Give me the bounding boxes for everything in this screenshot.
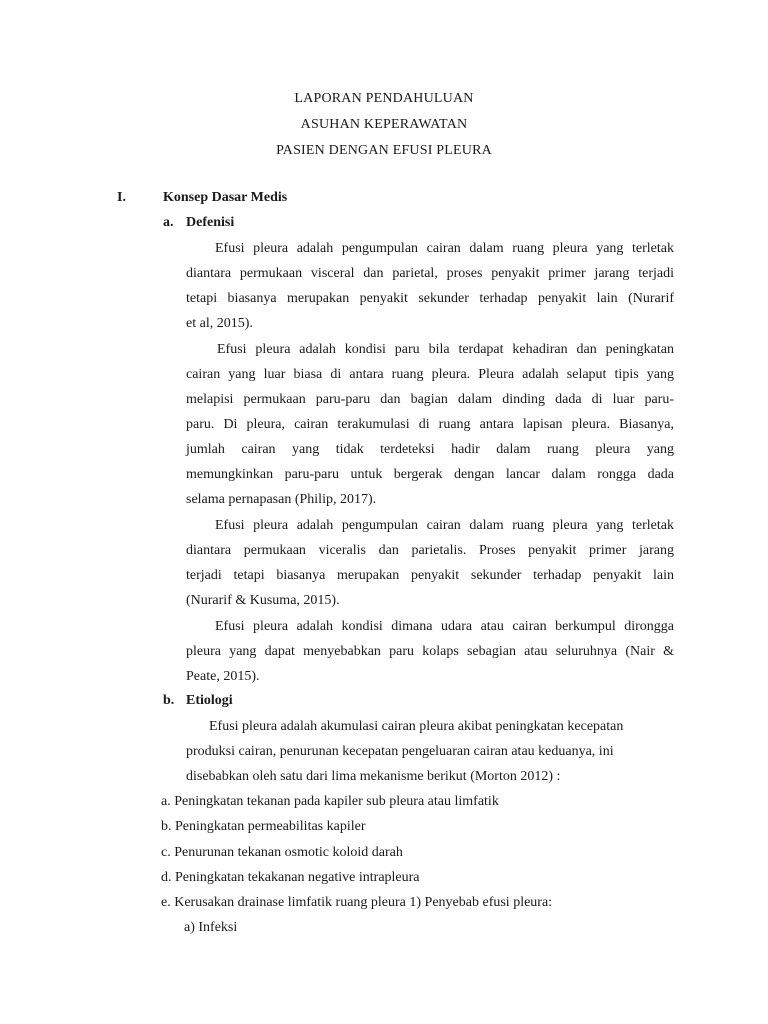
paragraph-line: Efusi pleura adalah pengumpulan cairan dalam ruang pleura yang terletak	[215, 241, 674, 256]
paragraph-line: disebabkan oleh satu dari lima mekanisme berikut (Morton 2012) :	[186, 769, 561, 784]
paragraph-line: memungkinkan paru-paru untuk bergerak dengan lancar dalam rongga dada	[186, 467, 674, 482]
paragraph-line: et al, 2015).	[186, 316, 253, 331]
paragraph-line: diantara permukaan visceral dan parietal, proses penyakit primer jarang terjadi	[186, 266, 674, 281]
subsection-a-title: Defenisi	[186, 215, 235, 230]
paragraph-line: Efusi pleura adalah kondisi paru bila terdapat kehadiran dan peningkatan	[217, 342, 674, 357]
defenisi-paragraph-3	[186, 513, 674, 613]
subsection-b-label: b.	[163, 693, 175, 708]
paragraph-line: (Nurarif & Kusuma, 2015).	[186, 593, 340, 608]
defenisi-paragraph-1	[186, 236, 674, 336]
paragraph-line: pleura yang dapat menyebabkan paru kolaps sebagian atau seluruhnya (Nair &	[186, 644, 674, 659]
paragraph-line: diantara permukaan viceralis dan parietalis. Proses penyakit primer jarang	[186, 543, 674, 558]
paragraph-line: Efusi pleura adalah kondisi dimana udara atau cairan berkumpul dirongga	[215, 619, 674, 634]
paragraph-line: Efusi pleura adalah akumulasi cairan pleura akibat peningkatan kecepatan	[209, 719, 624, 734]
paragraph-line: cairan yang luar biasa di antara ruang pleura. Pleura adalah selaput tipis yang	[186, 367, 674, 382]
etiologi-list-item: e. Kerusakan drainase limfatik ruang pleura 1) Penyebab efusi pleura:	[161, 895, 553, 910]
document-title	[0, 86, 768, 164]
etiologi-paragraph	[186, 714, 686, 789]
etiologi-list-item: d. Peningkatan tekakanan negative intrapleura	[161, 870, 420, 885]
section-number: I.	[117, 190, 126, 205]
defenisi-paragraph-2	[186, 337, 674, 512]
title-line-3: PASIEN DENGAN EFUSI PLEURA	[276, 143, 492, 158]
paragraph-line: jumlah cairan yang tidak terdeteksi hadir dalam ruang pleura yang	[186, 442, 674, 457]
subsection-a-label: a.	[163, 215, 174, 230]
defenisi-paragraph-4	[186, 614, 674, 689]
section-title: Konsep Dasar Medis	[163, 190, 288, 205]
title-line-2: ASUHAN KEPERAWATAN	[300, 117, 468, 132]
paragraph-line: tetapi biasanya merupakan penyakit sekunder terhadap penyakit lain (Nurarif	[186, 291, 674, 306]
title-line-1: LAPORAN PENDAHULUAN	[294, 91, 474, 106]
etiologi-list-item: b. Peningkatan permeabilitas kapiler	[161, 819, 366, 834]
etiologi-list-item: a. Peningkatan tekanan pada kapiler sub pleura atau limfatik	[161, 794, 499, 809]
paragraph-line: melapisi permukaan paru-paru dan bagian dalam dinding dada di luar paru-	[186, 392, 674, 407]
paragraph-line: paru. Di pleura, cairan terakumulasi di ruang antara lapisan pleura. Biasanya,	[186, 417, 674, 432]
subsection-b-title: Etiologi	[186, 693, 233, 708]
paragraph-line: selama pernapasan (Philip, 2017).	[186, 492, 377, 507]
paragraph-line: terjadi tetapi biasanya merupakan penyakit sekunder terhadap penyakit lain	[186, 568, 674, 583]
etiologi-list-item: c. Penurunan tekanan osmotic koloid darah	[161, 845, 403, 860]
paragraph-line: Efusi pleura adalah pengumpulan cairan dalam ruang pleura yang terletak	[215, 518, 674, 533]
paragraph-line: Peate, 2015).	[186, 669, 260, 684]
paragraph-line: produksi cairan, penurunan kecepatan pengeluaran cairan atau keduanya, ini	[186, 744, 614, 759]
etiologi-sub-item: a) Infeksi	[184, 920, 238, 935]
